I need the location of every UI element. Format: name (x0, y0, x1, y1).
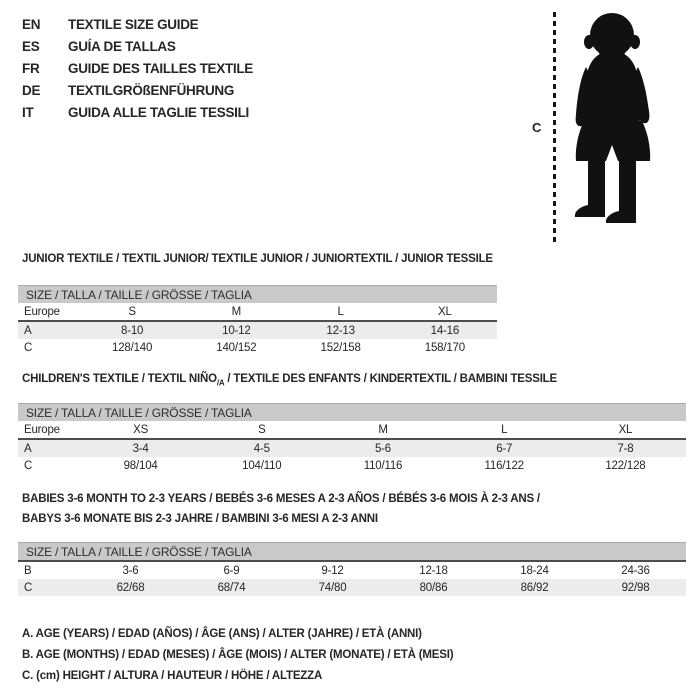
value-cell: 8-10 (121, 324, 144, 337)
language-row-de (22, 79, 253, 101)
table-row-age (18, 440, 686, 457)
row-label: B (24, 564, 32, 577)
value-cell: 158/170 (424, 341, 465, 354)
table-row-height (18, 579, 686, 596)
toddler-silhouette-image (562, 8, 668, 238)
value-cell: 74/80 (318, 581, 347, 594)
value-cell: 86/92 (520, 581, 549, 594)
size-cell: L (501, 423, 508, 436)
value-cell: 4-5 (253, 442, 270, 455)
value-cell: 3-6 (122, 564, 139, 577)
size-cell: M (231, 305, 242, 318)
row-label: A (24, 324, 32, 337)
value-cell: 3-4 (132, 442, 149, 455)
row-label: C (24, 581, 33, 594)
value-cell: 5-6 (374, 442, 392, 455)
measure-c-label: C (532, 120, 542, 135)
row-label: A (24, 442, 32, 455)
value-cell: 18-24 (520, 564, 549, 577)
size-cell: XS (133, 423, 149, 436)
value-cell: 10-12 (222, 324, 251, 337)
value-cell: 7-8 (617, 442, 634, 455)
row-label: C (24, 341, 33, 354)
title-line-2: BABYS 3-6 MONATE BIS 2-3 JAHRE / BAMBINI 3-6 MESI A 2-3 ANNI (22, 513, 378, 525)
value-cell: 98/104 (123, 459, 158, 472)
value-cell: 68/74 (217, 581, 246, 594)
footnote-legend (22, 624, 453, 687)
language-code: FR (22, 60, 40, 76)
language-title: TEXTILE SIZE GUIDE (68, 16, 199, 32)
footnote-a: A. AGE (YEARS) / EDAD (AÑOS) / ÂGE (ANS) / ALTER (JAHRE) / ETÀ (ANNI) (22, 628, 422, 640)
language-title-list (22, 13, 253, 123)
value-cell: 104/110 (242, 459, 282, 472)
value-cell: 6-9 (223, 564, 240, 577)
language-row-es (22, 35, 253, 57)
row-label: Europe (24, 305, 60, 318)
language-code: ES (22, 38, 40, 54)
table-row-height (18, 339, 497, 356)
size-cell: S (258, 423, 266, 436)
value-cell: 12-13 (326, 324, 355, 337)
size-cell: L (337, 305, 344, 318)
value-cell: 62/68 (116, 581, 145, 594)
height-measure-figure (520, 0, 700, 250)
language-code: EN (22, 16, 41, 32)
language-title: GUIDE DES TAILLES TEXTILE (68, 60, 254, 76)
value-cell: 110/116 (363, 459, 403, 472)
title-text: / TEXTILE DES ENFANTS / KINDERTEXTIL / BAMBINI TESSILE (224, 373, 557, 385)
babies-size-table (18, 542, 686, 596)
footnote-c: C. (cm) HEIGHT / ALTURA / HAUTEUR / HÖHE / ALTEZZA (22, 670, 323, 682)
title-line-1: BABIES 3-6 MONTH TO 2-3 YEARS / BEBÉS 3-6 MESES A 2-3 AÑOS / BÉBÉS 3-6 MOIS À 2-3 ANS / (22, 493, 540, 505)
size-cell: XL (618, 423, 633, 436)
section-title-junior: JUNIOR TEXTILE / TEXTIL JUNIOR/ TEXTILE JUNIOR / JUNIORTEXTIL / JUNIOR TESSILE (22, 253, 493, 265)
value-cell: 116/122 (484, 459, 524, 472)
section-title-children (22, 369, 557, 393)
table-row-europe (18, 421, 686, 438)
value-cell: 9-12 (321, 564, 344, 577)
language-title: GUÍA DE TALLAS (68, 38, 176, 54)
title-subscript: /A (216, 378, 225, 388)
language-row-it (22, 101, 253, 123)
value-cell: 12-18 (419, 564, 448, 577)
size-cell: M (378, 423, 388, 436)
size-cell: S (128, 305, 136, 318)
size-table-header: SIZE / TALLA / TAILLE / GRÖSSE / TAGLIA (18, 403, 686, 421)
title-text: CHILDREN'S TEXTILE / TEXTIL NIÑO (22, 373, 217, 385)
value-cell: 24-36 (621, 564, 650, 577)
junior-size-table (18, 285, 497, 356)
table-row-europe (18, 303, 497, 320)
value-cell: 140/152 (216, 341, 257, 354)
language-title: GUIDA ALLE TAGLIE TESSILI (68, 104, 249, 120)
value-cell: 14-16 (430, 324, 460, 337)
value-cell: 6-7 (496, 442, 513, 455)
dashed-measure-line (553, 12, 556, 242)
table-row-age-months (18, 562, 686, 579)
value-cell: 122/128 (605, 459, 646, 472)
language-row-fr (22, 57, 253, 79)
value-cell: 128/140 (112, 341, 153, 354)
value-cell: 152/158 (320, 341, 361, 354)
size-cell: XL (438, 305, 452, 318)
language-row-en (22, 13, 253, 35)
section-title-babies (22, 489, 540, 529)
language-code: DE (22, 82, 41, 98)
language-code: IT (22, 104, 34, 120)
size-table-header: SIZE / TALLA / TAILLE / GRÖSSE / TAGLIA (18, 542, 686, 560)
row-label: C (24, 459, 33, 472)
value-cell: 80/86 (419, 581, 448, 594)
value-cell: 92/98 (621, 581, 650, 594)
size-table-header: SIZE / TALLA / TAILLE / GRÖSSE / TAGLIA (18, 285, 497, 303)
table-row-age (18, 322, 497, 339)
footnote-b: B. AGE (MONTHS) / EDAD (MESES) / ÂGE (MOIS) / ALTER (MONATE) / ETÀ (MESI) (22, 649, 454, 661)
table-row-height (18, 457, 686, 474)
row-label: Europe (24, 423, 60, 436)
children-size-table (18, 403, 686, 474)
language-title: TEXTILGRÖßENFÜHRUNG (68, 82, 235, 98)
